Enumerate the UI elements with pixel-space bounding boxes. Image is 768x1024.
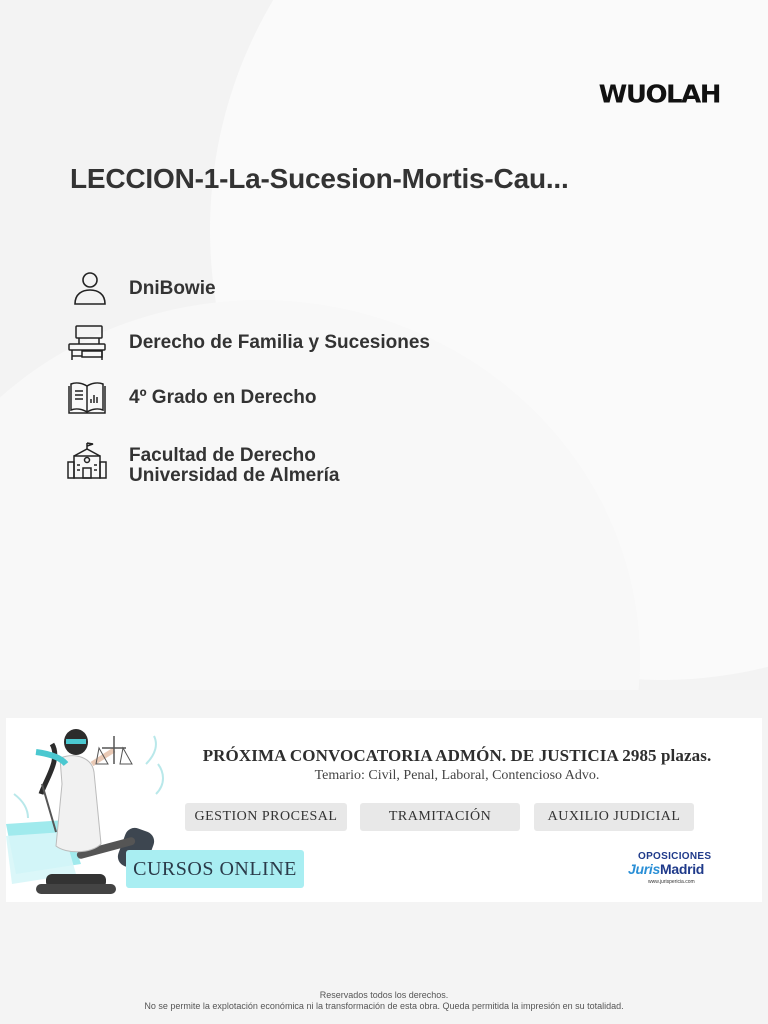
user-icon <box>66 268 108 310</box>
info-faculty <box>66 440 339 486</box>
info-subject <box>66 322 430 364</box>
oposiciones-jurismadrid-logo[interactable] <box>618 850 718 890</box>
book-icon <box>66 377 108 419</box>
footer-line-1: Reservados todos los derechos. <box>319 990 449 1000</box>
university-building-icon <box>66 440 108 482</box>
university-line: Universidad de Almería <box>129 465 340 486</box>
copyright-footer <box>0 990 768 1012</box>
degree-name[interactable]: 4º Grado en Derecho <box>129 387 317 408</box>
brand-main-text <box>628 861 704 877</box>
info-user <box>66 268 216 310</box>
document-title: LECCION-1-La-Sucesion-Mortis-Cau... <box>70 163 569 194</box>
faculty-line: Facultad de Derecho <box>129 445 316 466</box>
ad-headline: PRÓXIMA CONVOCATORIA ADMÓN. DE JUSTICIA 2985 plazas. <box>202 746 712 765</box>
brand-url: www.jurispericia.com <box>648 879 695 885</box>
ad-subheadline: Temario: Civil, Penal, Laboral, Contencioso Advo. <box>314 768 600 783</box>
tag-gestion-procesal[interactable]: GESTION PROCESAL <box>185 803 347 831</box>
faculty-name[interactable] <box>129 440 339 486</box>
brand-madrid: Madrid <box>659 861 705 877</box>
school-desk-icon <box>66 322 108 364</box>
user-name[interactable]: DniBowie <box>129 278 216 299</box>
brand-juris: Juris <box>628 861 660 877</box>
cursos-online-button[interactable]: CURSOS ONLINE <box>126 850 304 888</box>
brand-top-text: OPOSICIONES <box>638 851 712 862</box>
tag-auxilio-judicial[interactable]: AUXILIO JUDICIAL <box>534 803 694 831</box>
wuolah-logo[interactable]: WUOLAH <box>598 80 720 110</box>
footer-line-2: No se permite la explotación económica ni la transformación de esta obra. Queda permitida la impresión en su totalidad. <box>144 1001 624 1011</box>
tag-tramitacion[interactable]: TRAMITACIÓN <box>360 803 520 831</box>
advertisement-banner[interactable] <box>6 718 762 902</box>
info-degree <box>66 377 317 419</box>
subject-name[interactable]: Derecho de Familia y Sucesiones <box>129 332 430 353</box>
